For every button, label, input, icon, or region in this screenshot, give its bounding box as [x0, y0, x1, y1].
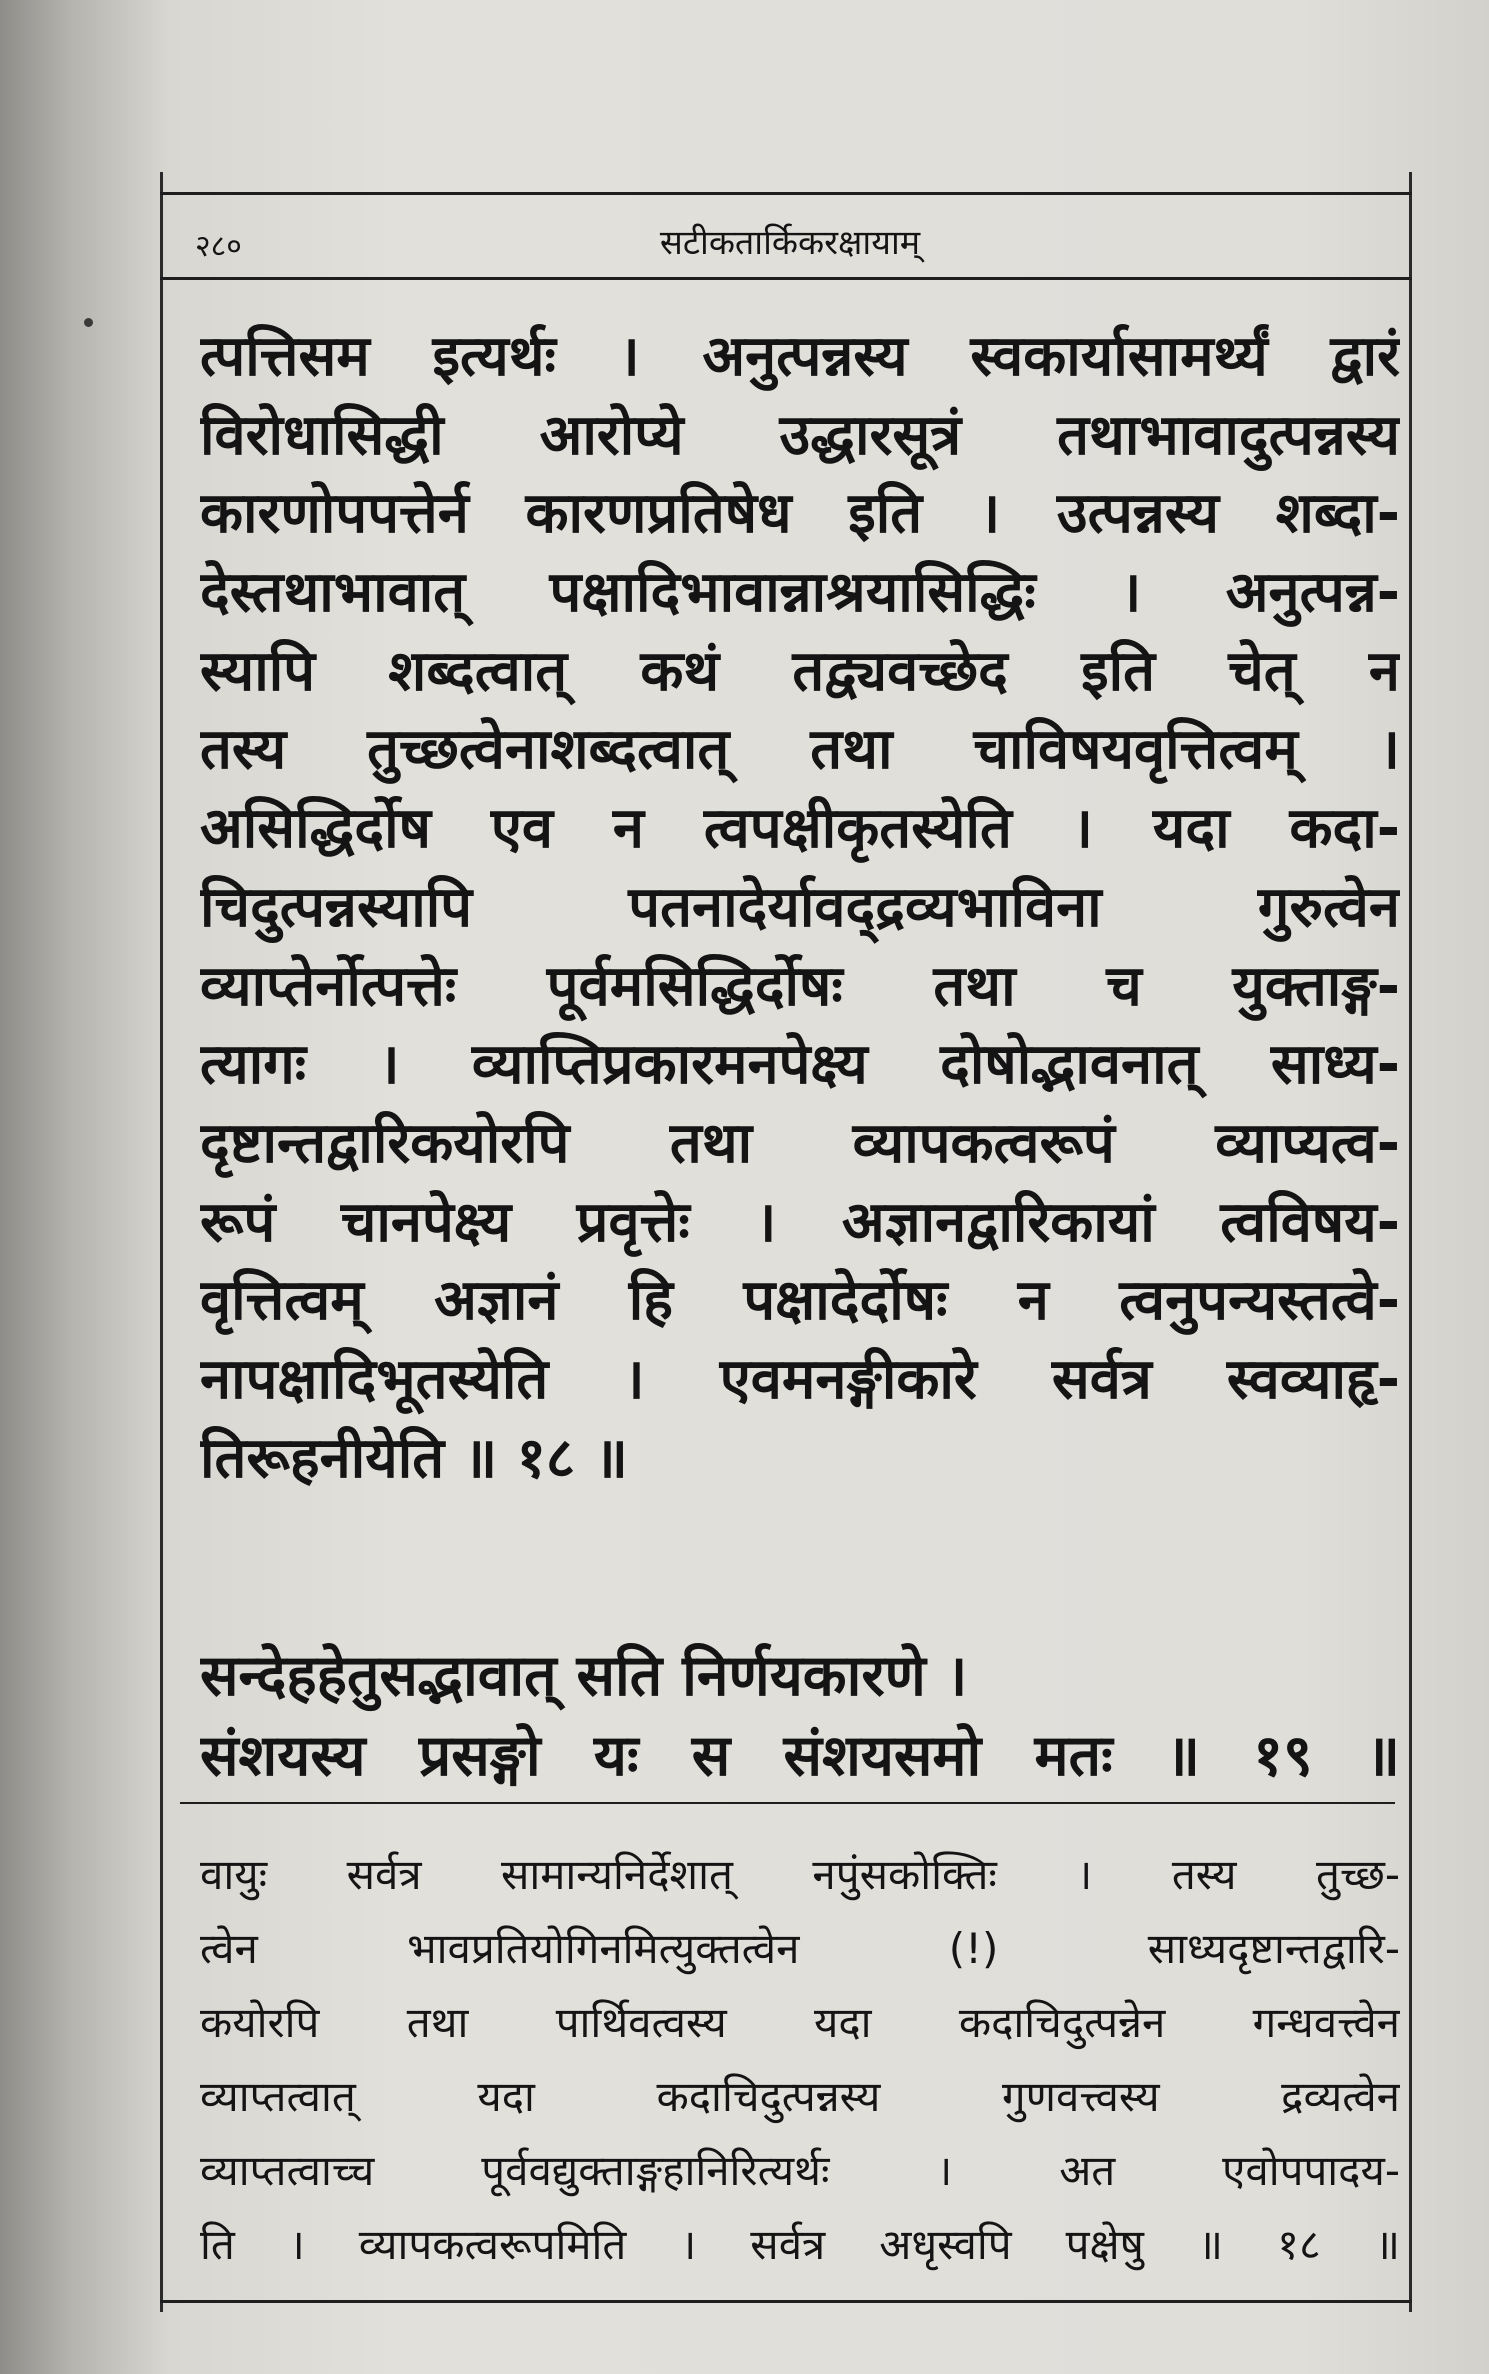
verse-block — [200, 1636, 1400, 1796]
ink-speck — [84, 318, 93, 327]
footnotes — [200, 1838, 1400, 2282]
commentary-line: वृत्तित्वम् अज्ञानं हि पक्षादेर्दोषः न त्वनुपन्यस्तत्वे- — [200, 1268, 1400, 1334]
footnote-line: व्याप्तत्वात् यदा कदाचिदुत्पन्नस्य गुणवत्त्वस्य द्रव्यत्वेन — [200, 2072, 1400, 2121]
running-title: सटीकतार्किकरक्षायाम् — [659, 223, 921, 263]
footnote-line: कयोरपि तथा पार्थिवत्वस्य यदा कदाचिदुत्पन्नेन गन्धवत्त्वेन — [200, 1998, 1400, 2047]
commentary-line: तिरूहनीयेति ॥ १८ ॥ — [200, 1425, 628, 1491]
footnote-line: वायुः सर्वत्र सामान्यनिर्देशात् नपुंसकोक्तिः । तस्य तुच्छ- — [200, 1850, 1400, 1899]
commentary-text — [200, 318, 1400, 1498]
commentary-line: चिदुत्पन्नस्यापि पतनादेर्यावद्द्रव्यभाविना गुरुत्वेन — [200, 874, 1400, 940]
commentary-line: दृष्टान्तद्वारिकयोरपि तथा व्यापकत्वरूपं व्याप्यत्व- — [200, 1110, 1400, 1176]
commentary-line: रूपं चानपेक्ष्य प्रवृत्तेः । अज्ञानद्वारिकायां त्वविषय- — [200, 1189, 1400, 1255]
verse-line: संशयस्य प्रसङ्गो यः स संशयसमो मतः ॥ १९ ॥ — [200, 1723, 1400, 1789]
commentary-line: त्पत्तिसम इत्यर्थः । अनुत्पन्नस्य स्वकार्यासामर्थ्यं द्वारं — [200, 324, 1400, 389]
commentary-line: त्यागः । व्याप्तिप्रकारमनपेक्ष्य दोषोद्भावनात् साध्य- — [200, 1032, 1400, 1098]
top-rule — [160, 192, 1412, 195]
verse-line: सन्देहहेतुसद्भावात् सति निर्णयकारणे । — [200, 1643, 968, 1709]
commentary-line: स्यापि शब्दत्वात् कथं तद्व्यवच्छेद इति चेत् न — [200, 638, 1400, 704]
page-number: २८० — [195, 229, 242, 264]
commentary-line: तस्य तुच्छत्वेनाशब्दत्वात् तथा चाविषयवृत्तित्वम् । — [200, 717, 1400, 783]
footnote-line: ति । व्यापकत्वरूपमिति । सर्वत्र अधृस्वपि पक्षेषु ॥ १८ ॥ — [200, 2220, 1400, 2269]
footnote-separator — [180, 1802, 1395, 1804]
commentary-line: व्याप्तेर्नोत्पत्तेः पूर्वमसिद्धिर्दोषः तथा च युक्ताङ्ग- — [200, 953, 1400, 1019]
commentary-line: असिद्धिर्दोष एव न त्वपक्षीकृतस्येति । यदा कदा- — [200, 796, 1400, 862]
commentary-line: देस्तथाभावात् पक्षादिभावान्नाश्रयासिद्धिः । अनुत्पन्न- — [200, 560, 1400, 626]
commentary-line: नापक्षादिभूतस्येति । एवमनङ्गीकारे सर्वत्र स्वव्याहृ- — [200, 1346, 1400, 1412]
page-header — [185, 210, 1395, 270]
header-rule — [160, 277, 1412, 280]
footnote-line: व्याप्तत्वाच्च पूर्ववद्युक्ताङ्गहानिरित्यर्थः । अत एवोपपादय- — [200, 2146, 1400, 2195]
commentary-line: विरोधासिद्धी आरोप्ये उद्धारसूत्रं तथाभावादुत्पन्नस्य — [200, 402, 1400, 468]
bottom-rule — [160, 2300, 1412, 2303]
footnote-line: त्वेन भावप्रतियोगिनमित्युक्तत्वेन (!) साध्यदृष्टान्तद्वारि- — [200, 1924, 1400, 1973]
commentary-line: कारणोपपत्तेर्न कारणप्रतिषेध इति । उत्पन्नस्य शब्दा- — [200, 481, 1400, 547]
